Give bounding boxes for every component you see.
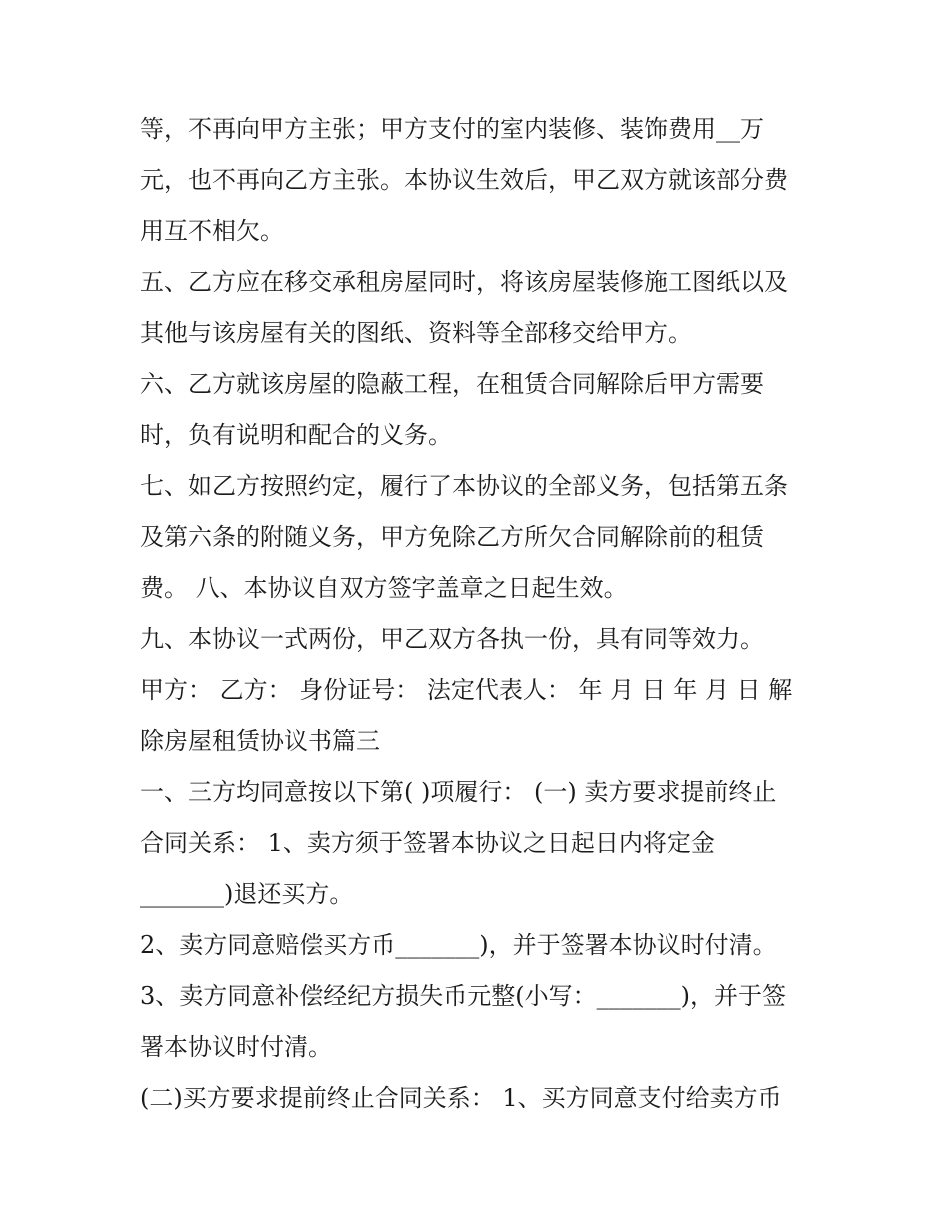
text-line: 七、如乙方按照约定，履行了本协议的全部义务，包括第五条: [140, 472, 788, 500]
text-line: 甲方： 乙方： 身份证号： 法定代表人： 年 月 日 年 月 日 解: [140, 676, 793, 704]
text-line: 时，负有说明和配合的义务。: [140, 421, 452, 449]
text-line: 等，不再向甲方主张；甲方支付的室内装修、装饰费用__万: [140, 115, 764, 143]
text-line: 3、卖方同意补偿经纪方损失币元整(小写：_______)，并于签: [140, 982, 786, 1010]
text-line: 元，也不再向乙方主张。本协议生效后，甲乙双方就该部分费: [140, 166, 788, 194]
text-line: 五、乙方应在移交承租房屋同时，将该房屋装修施工图纸以及: [140, 268, 788, 296]
text-line: 一、三方均同意按以下第( )项履行： (一) 卖方要求提前终止: [140, 778, 777, 806]
text-line: (二)买方要求提前终止合同关系： 1、买方同意支付给卖方币: [140, 1084, 782, 1112]
text-line: 2、卖方同意赔偿买方币_______)，并于签署本协议时付清。: [140, 931, 777, 959]
text-line: 合同关系： 1、卖方须于签署本协议之日起日内将定金: [140, 829, 715, 857]
text-line: 用互不相欠。: [140, 217, 284, 245]
text-line: 署本协议时付清。: [140, 1033, 332, 1061]
text-line: 及第六条的附随义务，甲方免除乙方所欠合同解除前的租赁: [140, 523, 764, 551]
text-line: _______)退还买方。: [140, 880, 354, 908]
text-line: 九、本协议一式两份，甲乙双方各执一份，具有同等效力。: [140, 625, 764, 653]
section-title-line: 除房屋租赁协议书篇三: [140, 727, 380, 755]
text-line: 费。 八、本协议自双方签字盖章之日起生效。: [140, 574, 628, 602]
text-line: 其他与该房屋有关的图纸、资料等全部移交给甲方。: [140, 319, 692, 347]
document-body: [140, 104, 820, 1124]
text-line: 六、乙方就该房屋的隐蔽工程，在租赁合同解除后甲方需要: [140, 370, 764, 398]
